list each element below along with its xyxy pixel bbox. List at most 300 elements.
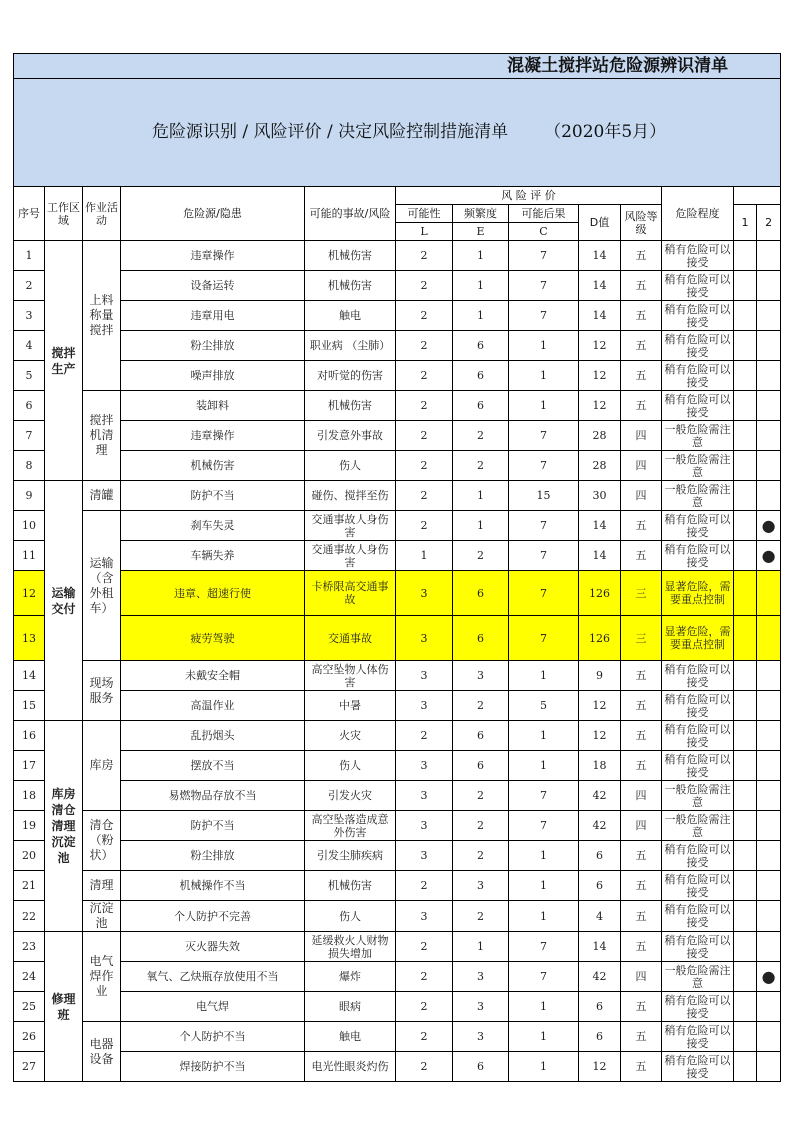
danger-level: 稍有危险可以接受 xyxy=(662,992,734,1022)
risk-grade: 四 xyxy=(621,781,662,811)
d-value: 12 xyxy=(579,361,621,391)
row-number: 8 xyxy=(14,451,45,481)
danger-level: 稍有危险可以接受 xyxy=(662,841,734,871)
possible-accident: 触电 xyxy=(305,301,396,331)
table-row xyxy=(14,571,781,616)
table-row xyxy=(14,541,781,571)
hazard: 易燃物品存放不当 xyxy=(121,781,305,811)
consequence-c: 1 xyxy=(509,841,579,871)
consequence-c: 1 xyxy=(509,901,579,932)
hazard: 粉尘排放 xyxy=(121,331,305,361)
mark-col1 xyxy=(734,1052,757,1082)
work-area: 搅拌生产 xyxy=(45,241,83,481)
header-activity: 作业活动 xyxy=(83,187,121,241)
frequency-e: 1 xyxy=(453,481,509,511)
consequence-c: 1 xyxy=(509,361,579,391)
possible-accident: 对听觉的伤害 xyxy=(305,361,396,391)
hazard: 个人防护不当 xyxy=(121,1022,305,1052)
work-activity: 电器设备 xyxy=(83,1022,121,1082)
hazard: 氧气、乙炔瓶存放使用不当 xyxy=(121,962,305,992)
possible-accident: 交通事故人身伤害 xyxy=(305,541,396,571)
likelihood-l: 2 xyxy=(396,992,453,1022)
mark-col2 xyxy=(757,391,781,421)
possible-accident: 触电 xyxy=(305,1022,396,1052)
header-accident: 可能的事故/风险 xyxy=(305,187,396,241)
possible-accident: 职业病 （尘肺） xyxy=(305,331,396,361)
possible-accident: 交通事故 xyxy=(305,616,396,661)
likelihood-l: 3 xyxy=(396,811,453,841)
risk-grade: 五 xyxy=(621,391,662,421)
mark-col1 xyxy=(734,932,757,962)
frequency-e: 1 xyxy=(453,271,509,301)
danger-level: 一般危险需注意 xyxy=(662,421,734,451)
mark-col2 xyxy=(757,871,781,901)
possible-accident: 机械伤害 xyxy=(305,271,396,301)
document-title: 混凝土搅拌站危险源辨识清单 xyxy=(14,54,781,79)
mark-col1 xyxy=(734,481,757,511)
frequency-e: 2 xyxy=(453,811,509,841)
likelihood-l: 2 xyxy=(396,271,453,301)
hazard: 违章用电 xyxy=(121,301,305,331)
risk-grade: 五 xyxy=(621,721,662,751)
d-value: 28 xyxy=(579,451,621,481)
frequency-e: 2 xyxy=(453,421,509,451)
d-value: 12 xyxy=(579,391,621,421)
table-row xyxy=(14,421,781,451)
consequence-c: 15 xyxy=(509,481,579,511)
mark-col2 xyxy=(757,781,781,811)
row-number: 11 xyxy=(14,541,45,571)
danger-level: 一般危险需注意 xyxy=(662,781,734,811)
table-row xyxy=(14,331,781,361)
hazard: 灭火器失效 xyxy=(121,932,305,962)
row-number: 27 xyxy=(14,1052,45,1082)
possible-accident: 引发尘肺疾病 xyxy=(305,841,396,871)
consequence-c: 1 xyxy=(509,751,579,781)
danger-level: 稍有危险可以接受 xyxy=(662,271,734,301)
danger-level: 稍有危险可以接受 xyxy=(662,511,734,541)
row-number: 2 xyxy=(14,271,45,301)
possible-accident: 电光性眼炎灼伤 xyxy=(305,1052,396,1082)
consequence-c: 1 xyxy=(509,1022,579,1052)
row-number: 19 xyxy=(14,811,45,841)
d-value: 14 xyxy=(579,241,621,271)
likelihood-l: 2 xyxy=(396,481,453,511)
risk-grade: 五 xyxy=(621,541,662,571)
d-value: 42 xyxy=(579,811,621,841)
hazard: 未戴安全帽 xyxy=(121,661,305,691)
frequency-e: 1 xyxy=(453,241,509,271)
risk-grade: 五 xyxy=(621,271,662,301)
row-number: 3 xyxy=(14,301,45,331)
consequence-c: 7 xyxy=(509,932,579,962)
risk-grade: 五 xyxy=(621,1052,662,1082)
d-value: 6 xyxy=(579,841,621,871)
table-row xyxy=(14,241,781,271)
frequency-e: 1 xyxy=(453,932,509,962)
possible-accident: 中暑 xyxy=(305,691,396,721)
frequency-e: 6 xyxy=(453,721,509,751)
consequence-c: 5 xyxy=(509,691,579,721)
d-value: 12 xyxy=(579,721,621,751)
risk-grade: 四 xyxy=(621,811,662,841)
mark-col1 xyxy=(734,751,757,781)
mark-col1 xyxy=(734,271,757,301)
consequence-c: 7 xyxy=(509,541,579,571)
likelihood-l: 3 xyxy=(396,901,453,932)
table-row xyxy=(14,841,781,871)
work-activity: 沉淀池 xyxy=(83,901,121,932)
mark-col1 xyxy=(734,421,757,451)
danger-level: 稍有危险可以接受 xyxy=(662,751,734,781)
row-number: 9 xyxy=(14,481,45,511)
mark-col1 xyxy=(734,391,757,421)
consequence-c: 7 xyxy=(509,271,579,301)
table-row xyxy=(14,962,781,992)
possible-accident: 机械伤害 xyxy=(305,241,396,271)
mark-col1 xyxy=(734,241,757,271)
mark-col1 xyxy=(734,331,757,361)
frequency-e: 6 xyxy=(453,616,509,661)
likelihood-l: 3 xyxy=(396,751,453,781)
consequence-c: 7 xyxy=(509,301,579,331)
frequency-e: 3 xyxy=(453,661,509,691)
row-number: 10 xyxy=(14,511,45,541)
row-number: 21 xyxy=(14,871,45,901)
mark-col1 xyxy=(734,1022,757,1052)
hazard: 设备运转 xyxy=(121,271,305,301)
header-area: 工作区域 xyxy=(45,187,83,241)
mark-col2 xyxy=(757,421,781,451)
possible-accident: 伤人 xyxy=(305,751,396,781)
consequence-c: 7 xyxy=(509,781,579,811)
d-value: 14 xyxy=(579,301,621,331)
mark-col2 xyxy=(757,481,781,511)
mark-col1 xyxy=(734,661,757,691)
likelihood-l: 3 xyxy=(396,841,453,871)
risk-grade: 五 xyxy=(621,932,662,962)
d-value: 42 xyxy=(579,962,621,992)
frequency-e: 1 xyxy=(453,511,509,541)
risk-grade: 四 xyxy=(621,451,662,481)
row-number: 24 xyxy=(14,962,45,992)
mark-col2: ● xyxy=(757,511,781,541)
mark-col1 xyxy=(734,451,757,481)
likelihood-l: 2 xyxy=(396,301,453,331)
hazard: 违章操作 xyxy=(121,421,305,451)
work-activity: 清仓（粉状） xyxy=(83,811,121,871)
likelihood-l: 3 xyxy=(396,616,453,661)
header-d: D值 xyxy=(579,205,621,241)
d-value: 6 xyxy=(579,1022,621,1052)
table-row xyxy=(14,811,781,841)
d-value: 6 xyxy=(579,871,621,901)
work-area: 修理班 xyxy=(45,932,83,1082)
danger-level: 一般危险需注意 xyxy=(662,481,734,511)
row-number: 6 xyxy=(14,391,45,421)
table-row xyxy=(14,511,781,541)
consequence-c: 1 xyxy=(509,871,579,901)
mark-col1 xyxy=(734,301,757,331)
d-value: 12 xyxy=(579,1052,621,1082)
risk-grade: 五 xyxy=(621,361,662,391)
risk-grade: 五 xyxy=(621,751,662,781)
likelihood-l: 2 xyxy=(396,932,453,962)
consequence-c: 7 xyxy=(509,511,579,541)
hazard: 机械伤害 xyxy=(121,451,305,481)
header-col2: 2 xyxy=(757,205,781,241)
danger-level: 一般危险需注意 xyxy=(662,962,734,992)
d-value: 30 xyxy=(579,481,621,511)
mark-col2 xyxy=(757,661,781,691)
danger-level: 稍有危险可以接受 xyxy=(662,301,734,331)
row-number: 4 xyxy=(14,331,45,361)
possible-accident: 引发意外事故 xyxy=(305,421,396,451)
header-l: 可能性 xyxy=(396,205,453,223)
possible-accident: 引发火灾 xyxy=(305,781,396,811)
header-blank xyxy=(734,187,781,205)
frequency-e: 1 xyxy=(453,301,509,331)
danger-level: 稍有危险可以接受 xyxy=(662,901,734,932)
d-value: 18 xyxy=(579,751,621,781)
danger-level: 稍有危险可以接受 xyxy=(662,932,734,962)
subtitle-text: 危险源识别 / 风险评价 / 决定风险控制措施清单 xyxy=(152,122,509,142)
mark-col1 xyxy=(734,992,757,1022)
row-number: 1 xyxy=(14,241,45,271)
table-row xyxy=(14,901,781,932)
hazard: 违章操作 xyxy=(121,241,305,271)
mark-col2 xyxy=(757,451,781,481)
d-value: 126 xyxy=(579,571,621,616)
consequence-c: 1 xyxy=(509,1052,579,1082)
table-row xyxy=(14,992,781,1022)
consequence-c: 7 xyxy=(509,241,579,271)
row-number: 7 xyxy=(14,421,45,451)
frequency-e: 2 xyxy=(453,541,509,571)
mark-col2 xyxy=(757,361,781,391)
work-activity: 库房 xyxy=(83,721,121,811)
table-row xyxy=(14,361,781,391)
frequency-e: 2 xyxy=(453,781,509,811)
mark-col2 xyxy=(757,1052,781,1082)
table-row xyxy=(14,1022,781,1052)
mark-col1 xyxy=(734,691,757,721)
header-e: 频繁度 xyxy=(453,205,509,223)
table-row xyxy=(14,661,781,691)
table-row xyxy=(14,932,781,962)
likelihood-l: 2 xyxy=(396,1022,453,1052)
mark-col1 xyxy=(734,511,757,541)
risk-grade: 三 xyxy=(621,616,662,661)
header-c: 可能后果 xyxy=(509,205,579,223)
mark-col2 xyxy=(757,691,781,721)
subtitle-date: （2020年5月） xyxy=(544,122,667,142)
document-subtitle xyxy=(14,79,781,187)
mark-col1 xyxy=(734,962,757,992)
consequence-c: 1 xyxy=(509,331,579,361)
frequency-e: 3 xyxy=(453,1022,509,1052)
d-value: 42 xyxy=(579,781,621,811)
row-number: 13 xyxy=(14,616,45,661)
likelihood-l: 2 xyxy=(396,962,453,992)
possible-accident: 伤人 xyxy=(305,451,396,481)
row-number: 26 xyxy=(14,1022,45,1052)
risk-grade: 五 xyxy=(621,661,662,691)
mark-col1 xyxy=(734,871,757,901)
possible-accident: 伤人 xyxy=(305,901,396,932)
row-number: 18 xyxy=(14,781,45,811)
header-level: 危险程度 xyxy=(662,187,734,241)
frequency-e: 3 xyxy=(453,992,509,1022)
d-value: 9 xyxy=(579,661,621,691)
work-activity: 上料称量搅拌 xyxy=(83,241,121,391)
mark-col2 xyxy=(757,932,781,962)
row-number: 20 xyxy=(14,841,45,871)
work-activity: 搅拌机清理 xyxy=(83,391,121,481)
danger-level: 稍有危险可以接受 xyxy=(662,241,734,271)
d-value: 126 xyxy=(579,616,621,661)
danger-level: 稍有危险可以接受 xyxy=(662,361,734,391)
hazard: 高温作业 xyxy=(121,691,305,721)
consequence-c: 7 xyxy=(509,571,579,616)
danger-level: 显著危险，需要重点控制 xyxy=(662,616,734,661)
work-activity: 清理 xyxy=(83,871,121,901)
d-value: 14 xyxy=(579,932,621,962)
danger-level: 稍有危险可以接受 xyxy=(662,331,734,361)
frequency-e: 2 xyxy=(453,841,509,871)
possible-accident: 火灾 xyxy=(305,721,396,751)
work-activity: 清罐 xyxy=(83,481,121,511)
likelihood-l: 2 xyxy=(396,871,453,901)
hazard: 疲劳驾驶 xyxy=(121,616,305,661)
likelihood-l: 2 xyxy=(396,1052,453,1082)
likelihood-l: 2 xyxy=(396,361,453,391)
frequency-e: 6 xyxy=(453,331,509,361)
row-number: 23 xyxy=(14,932,45,962)
frequency-e: 3 xyxy=(453,962,509,992)
d-value: 6 xyxy=(579,992,621,1022)
hazard: 装卸料 xyxy=(121,391,305,421)
danger-level: 一般危险需注意 xyxy=(662,451,734,481)
danger-level: 稍有危险可以接受 xyxy=(662,661,734,691)
table-row xyxy=(14,1052,781,1082)
d-value: 12 xyxy=(579,331,621,361)
mark-col2 xyxy=(757,571,781,616)
likelihood-l: 2 xyxy=(396,241,453,271)
table-row xyxy=(14,871,781,901)
d-value: 14 xyxy=(579,541,621,571)
mark-col1 xyxy=(734,781,757,811)
work-activity: 运输（含外租车） xyxy=(83,511,121,661)
hazard: 个人防护不完善 xyxy=(121,901,305,932)
header-seq: 序号 xyxy=(14,187,45,241)
frequency-e: 6 xyxy=(453,1052,509,1082)
table-row xyxy=(14,391,781,421)
danger-level: 一般危险需注意 xyxy=(662,811,734,841)
likelihood-l: 3 xyxy=(396,661,453,691)
mark-col2 xyxy=(757,271,781,301)
mark-col2 xyxy=(757,331,781,361)
mark-col2 xyxy=(757,901,781,932)
possible-accident: 机械伤害 xyxy=(305,391,396,421)
risk-grade: 五 xyxy=(621,301,662,331)
table-row xyxy=(14,616,781,661)
possible-accident: 延缓救火人财物损失增加 xyxy=(305,932,396,962)
danger-level: 显著危险，需要重点控制 xyxy=(662,571,734,616)
danger-level: 稍有危险可以接受 xyxy=(662,1052,734,1082)
d-value: 14 xyxy=(579,271,621,301)
danger-level: 稍有危险可以接受 xyxy=(662,391,734,421)
risk-grade: 五 xyxy=(621,691,662,721)
frequency-e: 6 xyxy=(453,391,509,421)
possible-accident: 交通事故人身伤害 xyxy=(305,511,396,541)
mark-col1 xyxy=(734,721,757,751)
consequence-c: 1 xyxy=(509,992,579,1022)
possible-accident: 碰伤、搅拌至伤 xyxy=(305,481,396,511)
likelihood-l: 3 xyxy=(396,571,453,616)
likelihood-l: 2 xyxy=(396,511,453,541)
frequency-e: 3 xyxy=(453,871,509,901)
hazard: 乱扔烟头 xyxy=(121,721,305,751)
likelihood-l: 2 xyxy=(396,451,453,481)
risk-grade: 五 xyxy=(621,901,662,932)
header-hazard: 危险源/隐患 xyxy=(121,187,305,241)
hazard: 防护不当 xyxy=(121,811,305,841)
mark-col1 xyxy=(734,571,757,616)
table-row xyxy=(14,751,781,781)
likelihood-l: 2 xyxy=(396,391,453,421)
consequence-c: 1 xyxy=(509,661,579,691)
mark-col2 xyxy=(757,751,781,781)
table-row xyxy=(14,781,781,811)
row-number: 5 xyxy=(14,361,45,391)
table-row xyxy=(14,691,781,721)
mark-col1 xyxy=(734,361,757,391)
likelihood-l: 3 xyxy=(396,691,453,721)
frequency-e: 2 xyxy=(453,901,509,932)
hazard: 粉尘排放 xyxy=(121,841,305,871)
frequency-e: 2 xyxy=(453,451,509,481)
mark-col2 xyxy=(757,1022,781,1052)
hazard: 违章、超速行使 xyxy=(121,571,305,616)
hazard: 摆放不当 xyxy=(121,751,305,781)
header-risk-eval: 风 险 评 价 xyxy=(396,187,662,205)
likelihood-l: 2 xyxy=(396,721,453,751)
mark-col1 xyxy=(734,841,757,871)
mark-col1 xyxy=(734,811,757,841)
frequency-e: 2 xyxy=(453,691,509,721)
d-value: 4 xyxy=(579,901,621,932)
header-col1: 1 xyxy=(734,205,757,241)
row-number: 22 xyxy=(14,901,45,932)
table-row xyxy=(14,481,781,511)
table-row xyxy=(14,271,781,301)
mark-col2 xyxy=(757,241,781,271)
mark-col2: ● xyxy=(757,962,781,992)
risk-grade: 五 xyxy=(621,241,662,271)
consequence-c: 7 xyxy=(509,616,579,661)
table-body xyxy=(14,241,781,1082)
danger-level: 稍有危险可以接受 xyxy=(662,1022,734,1052)
danger-level: 稍有危险可以接受 xyxy=(662,541,734,571)
risk-grade: 五 xyxy=(621,871,662,901)
danger-level: 稍有危险可以接受 xyxy=(662,721,734,751)
consequence-c: 1 xyxy=(509,721,579,751)
likelihood-l: 3 xyxy=(396,781,453,811)
possible-accident: 卡桥限高交通事故 xyxy=(305,571,396,616)
risk-grade: 五 xyxy=(621,841,662,871)
hazard: 刹车失灵 xyxy=(121,511,305,541)
